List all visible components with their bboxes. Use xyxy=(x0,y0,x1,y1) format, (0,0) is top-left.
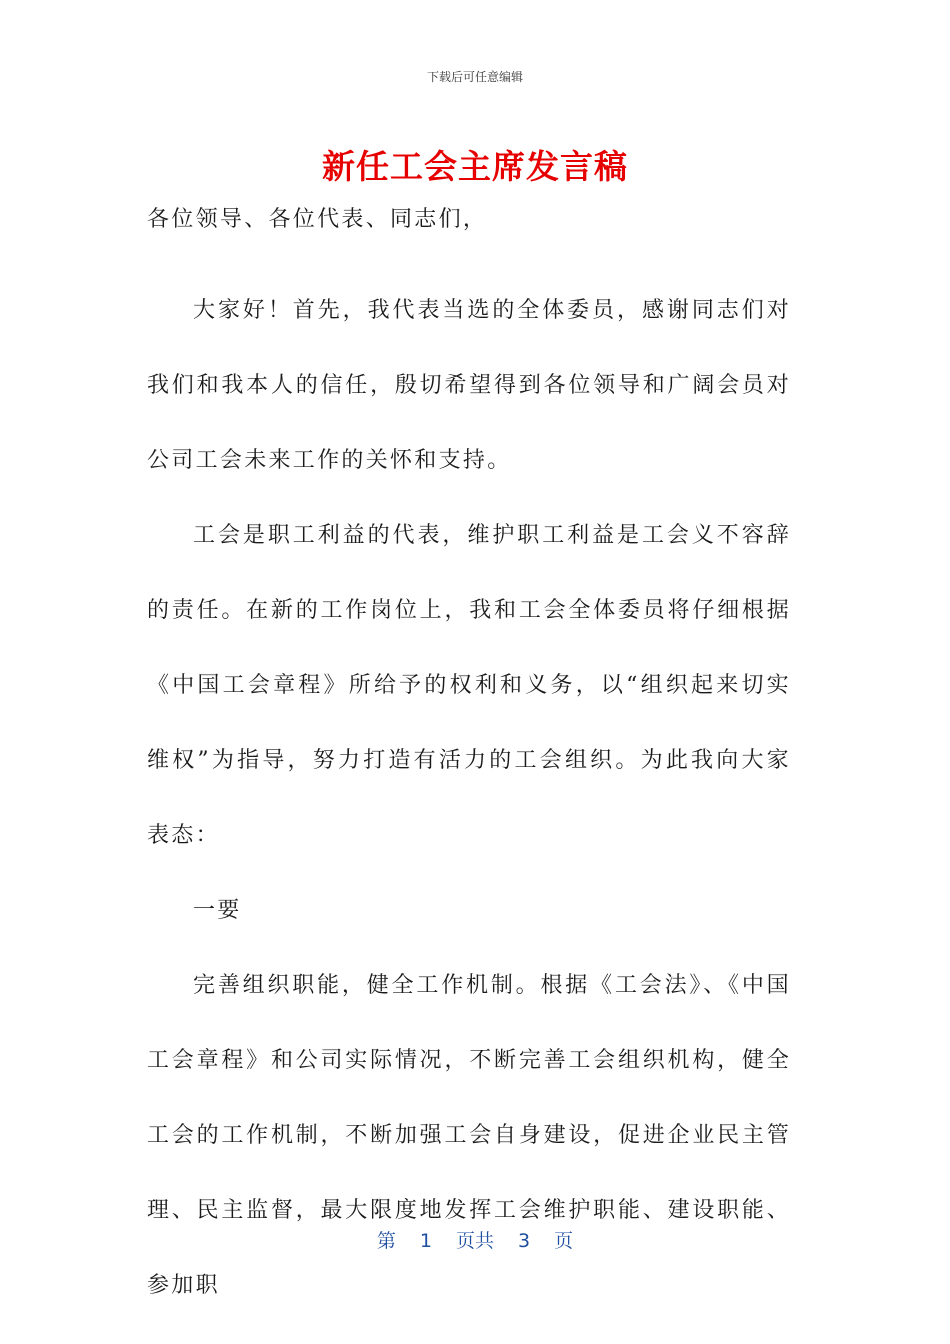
point-one-heading: 一要 xyxy=(193,898,242,923)
page-footer: 第 1 页共 3 页 xyxy=(376,1230,574,1252)
header-note: 下载后可任意编辑 xyxy=(426,70,523,84)
document-body xyxy=(147,198,791,1323)
point-one-paragraph: 完善组织职能，健全工作机制。根据《工会法》、《中国工会章程》和公司实际情况，不断完善工会组织机构，健全工会的工作机制，不断加强工会自身建设，促进企业民主管理、民主监督，最大限度地发挥工会维护职能、建设职能、参加职 xyxy=(147,973,791,1298)
salutation-paragraph: 各位领导、各位代表、同志们， xyxy=(147,207,488,232)
greeting-paragraph: 大家好！首先，我代表当选的全体委员，感谢同志们对我们和我本人的信任，殷切希望得到各位领导和广阔会员对公司工会未来工作的关怀和支持。 xyxy=(147,298,791,473)
union-role-paragraph: 工会是职工利益的代表，维护职工利益是工会义不容辞的责任。在新的工作岗位上，我和工会全体委员将仔细根据《中国工会章程》所给予的权利和义务，以“组织起来切实维权”为指导，努力打造有活力的工会组织。为此我向大家表态： xyxy=(147,523,791,848)
document-title: 新任工会主席发言稿 xyxy=(322,147,628,186)
